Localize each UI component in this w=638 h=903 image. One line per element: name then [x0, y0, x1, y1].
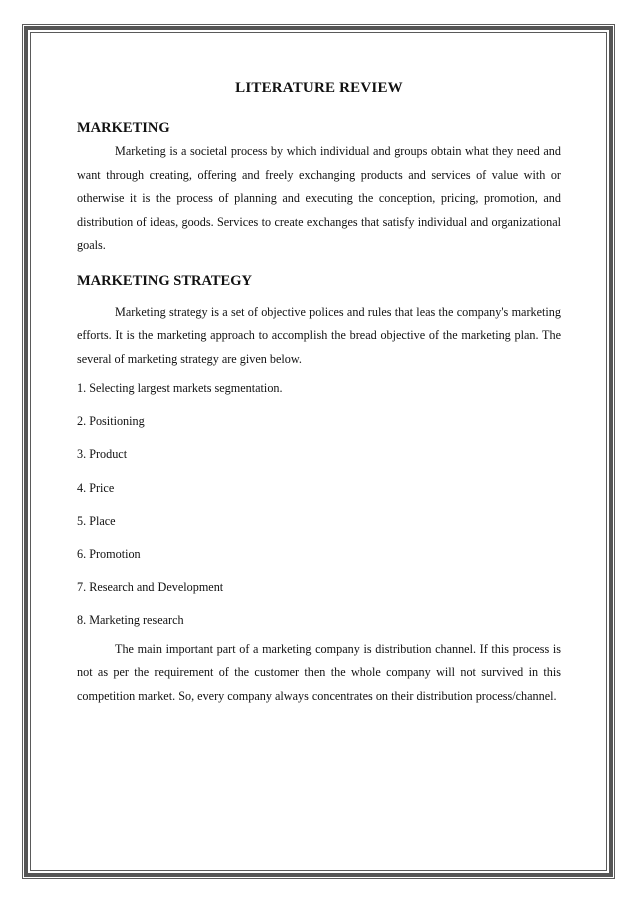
list-item: 3. Product	[77, 447, 128, 462]
marketing-paragraph: Marketing is a societal process by which individual and groups obtain what they need and want through creating, offering and freely exchanging products and services of value with or otherwise it is the process of planning and executing the conception, pricing, promotion, and distribution of ideas, goods. Services to create exchanges that satisfy individual and organizational goals.	[77, 144, 561, 252]
document-title: LITERATURE REVIEW	[235, 80, 403, 96]
closing-paragraph: The main important part of a marketing company is distribution channel. If this process is not as per the requirement of the customer then the whole company will not survived in this competition market. So, every company always concentrates on their distribution process/channel.	[77, 641, 561, 703]
list-item: 6. Promotion	[77, 546, 141, 561]
list-item: 1. Selecting largest markets segmentation.	[77, 381, 283, 395]
list-item: 5. Place	[77, 513, 116, 528]
section-heading-marketing-strategy: MARKETING STRATEGY	[77, 272, 252, 289]
list-item: 4. Price	[77, 480, 115, 495]
list-item: 8. Marketing research	[77, 613, 184, 628]
list-item: 2. Positioning	[77, 414, 145, 429]
list-item: 7. Research and Development	[77, 580, 224, 595]
marketing-strategy-paragraph: Marketing strategy is a set of objective polices and rules that leas the company's marketing efforts. It is the marketing approach to accomplish the bread objective of the marketing plan. The several of marketing strategy are given below.	[77, 304, 561, 366]
section-heading-marketing: MARKETING	[77, 120, 170, 136]
strategy-list	[77, 378, 561, 631]
page-content	[77, 78, 561, 708]
